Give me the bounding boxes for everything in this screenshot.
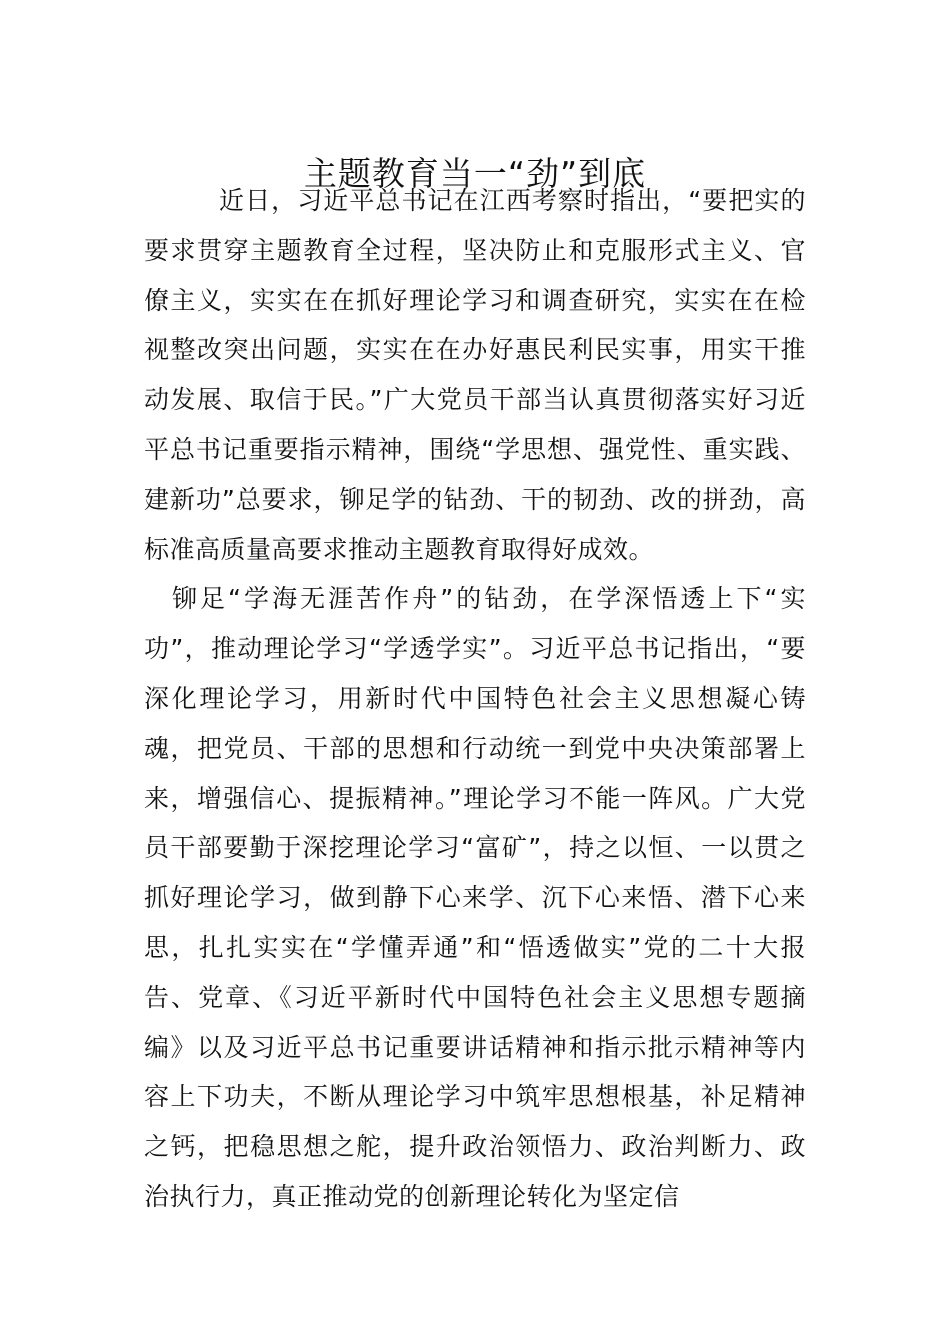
paragraph-study: 铆足“学海无涯苦作舟”的钻劲，在学深悟透上下“实功”，推动理论学习“学透学实”。习近平总书记指出，“要深化理论学习，用新时代中国特色社会主义思想凝心铸魂，把党员、干部的思想和行动统一到党中央决策部署上来，增强信心、提振精神。”理论学习不能一阵风。广大党员干部要勤于深挖理论学习“富矿”，持之以恒、一以贯之抓好理论学习，做到静下心来学、沉下心来悟、潜下心来思，扎扎实实在“学懂弄通”和“悟透做实”党的二十大报告、党章、《习近平新时代中国特色社会主义思想专题摘编》以及习近平总书记重要讲话精神和指示批示精神等内容上下功夫，不断从理论学习中筑牢思想根基，补足精神之钙，把稳思想之舵，提升政治领悟力、政治判断力、政治执行力，真正推动党的创新理论转化为坚定信 <box>144 584 806 1211</box>
paragraph-intro: 近日，习近平总书记在江西考察时指出，“要把实的要求贯穿主题教育全过程，坚决防止和克服形式主义、官僚主义，实实在在抓好理论学习和调查研究，实实在在检视整改突出问题，实实在在办好惠民利民实事，用实干推动发展、取信于民。”广大党员干部当认真贯彻落实好习近平总书记重要指示精神，围绕“学思想、强党性、重实践、建新功”总要求，铆足学的钻劲、干的韧劲、改的拼劲，高标准高质量高要求推动主题教育取得好成效。 <box>144 186 806 564</box>
document-title: 主题教育当一“劲”到底 <box>303 154 647 194</box>
document-body <box>144 176 806 1222</box>
